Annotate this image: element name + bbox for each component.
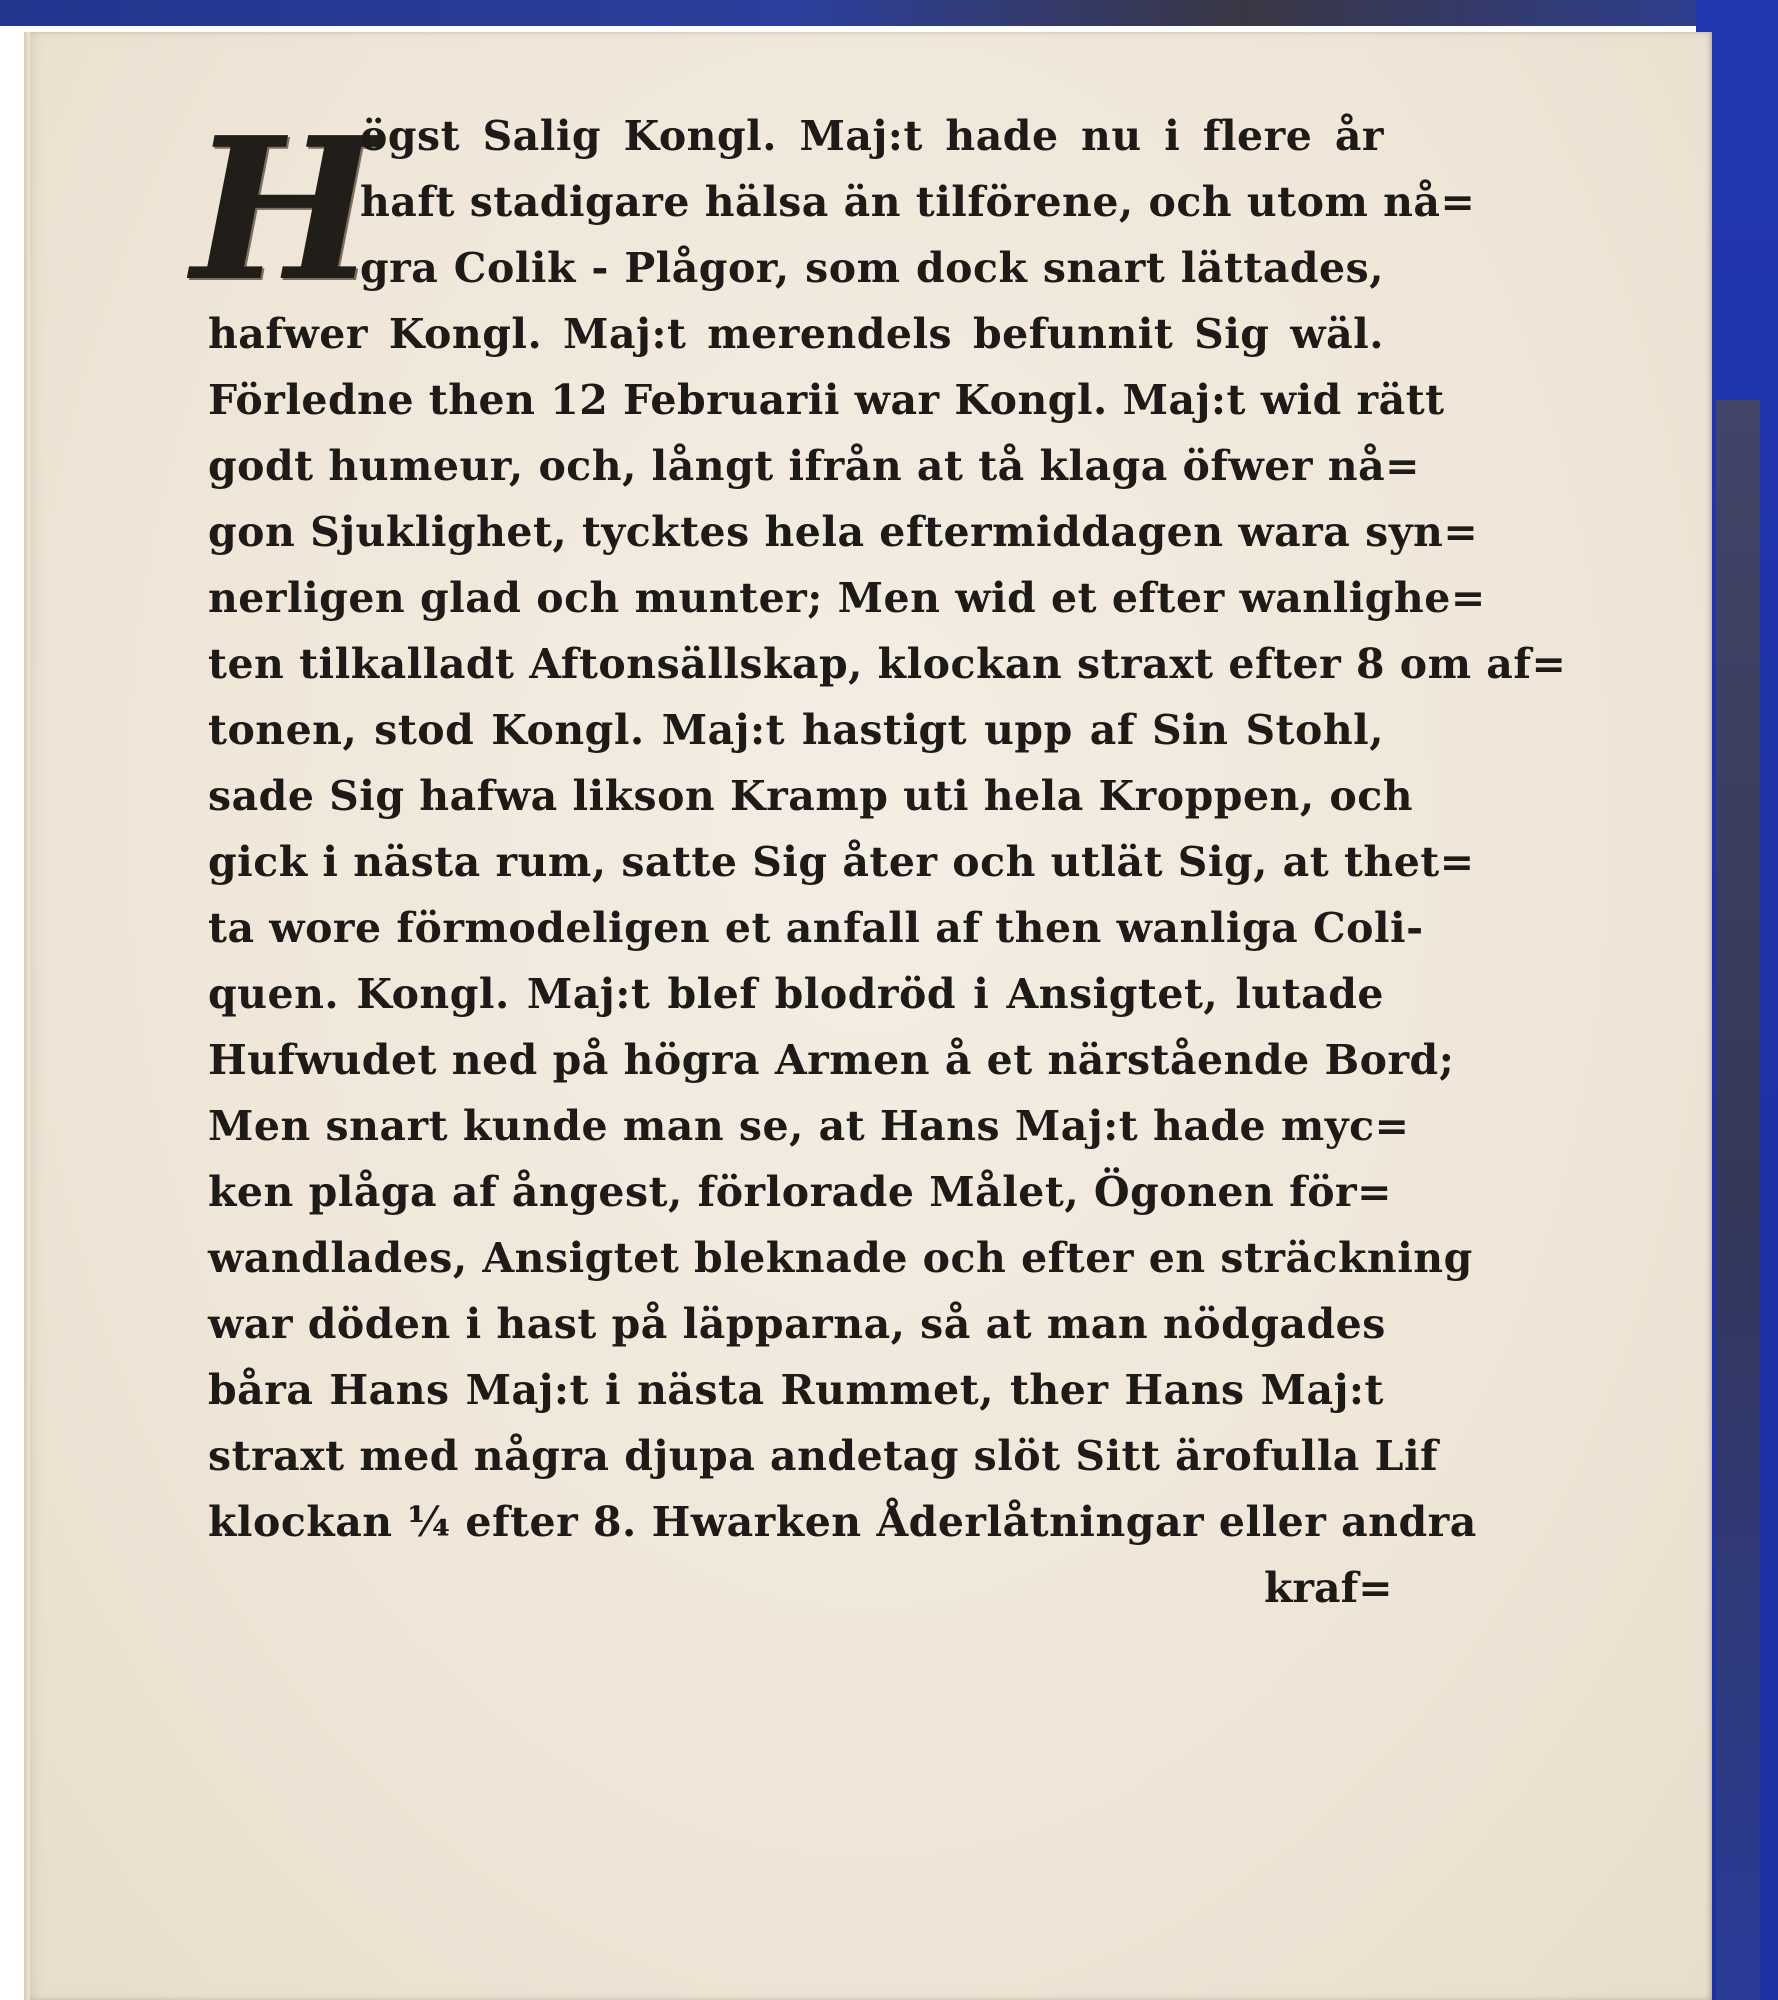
text-line: war döden i hast på läpparna, så at man nödgades	[208, 1300, 1386, 1348]
text-line: båra Hans Maj:t i nästa Rummet, ther Hans Maj:t	[208, 1366, 1384, 1414]
text-line: Hufwudet ned på högra Armen å et närstående Bord;	[208, 1036, 1455, 1084]
book-cover-top-edge	[0, 0, 1778, 26]
text-line: gick i nästa rum, satte Sig åter och utlät Sig, at thet=	[208, 838, 1475, 886]
text-line: nerligen glad och munter; Men wid et efter wanlighe=	[208, 574, 1486, 622]
text-line: Förledne then 12 Februarii war Kongl. Maj:t wid rätt	[208, 376, 1445, 424]
page-gutter	[24, 32, 30, 2000]
text-line: sade Sig hafwa likson Kramp uti hela Kroppen, och	[208, 772, 1414, 820]
text-line: godt humeur, och, långt ifrån at tå klaga öfwer nå=	[208, 442, 1420, 490]
text-line: wandlades, Ansigtet bleknade och efter en sträckning	[208, 1234, 1473, 1282]
text-line: ten tilkalladt Aftonsällskap, klockan straxt efter 8 om af=	[208, 640, 1567, 688]
text-line: hafwer Kongl. Maj:t merendels befunnit Sig wäl.	[208, 310, 1384, 358]
text-line: klockan ¼ efter 8. Hwarken Åderlåtningar eller andra	[208, 1498, 1477, 1546]
text-line: ta wore förmodeligen et anfall af then wanliga Coli-	[208, 904, 1424, 952]
text-line: quen. Kongl. Maj:t blef blodröd i Ansigtet, lutade	[208, 970, 1384, 1018]
text-line: gra Colik - Plågor, som dock snart lättades,	[360, 244, 1384, 292]
text-line: Men snart kunde man se, at Hans Maj:t hade myc=	[208, 1102, 1410, 1150]
text-line: ken plåga af ångest, förlorade Målet, Ögonen för=	[208, 1168, 1393, 1216]
text-line: ögst Salig Kongl. Maj:t hade nu i flere år	[360, 112, 1384, 160]
page-edge-shadow	[1716, 400, 1760, 2000]
drop-initial: H	[191, 95, 377, 325]
text-line: haft stadigare hälsa än tilförene, och utom nå=	[360, 178, 1476, 226]
catchword: kraf=	[1264, 1564, 1393, 1612]
text-line: gon Sjuklighet, tycktes hela eftermiddagen wara syn=	[208, 508, 1479, 556]
text-line: tonen, stod Kongl. Maj:t hastigt upp af Sin Stohl,	[208, 706, 1384, 754]
text-line: straxt med några djupa andetag slöt Sitt ärofulla Lif	[208, 1432, 1439, 1480]
